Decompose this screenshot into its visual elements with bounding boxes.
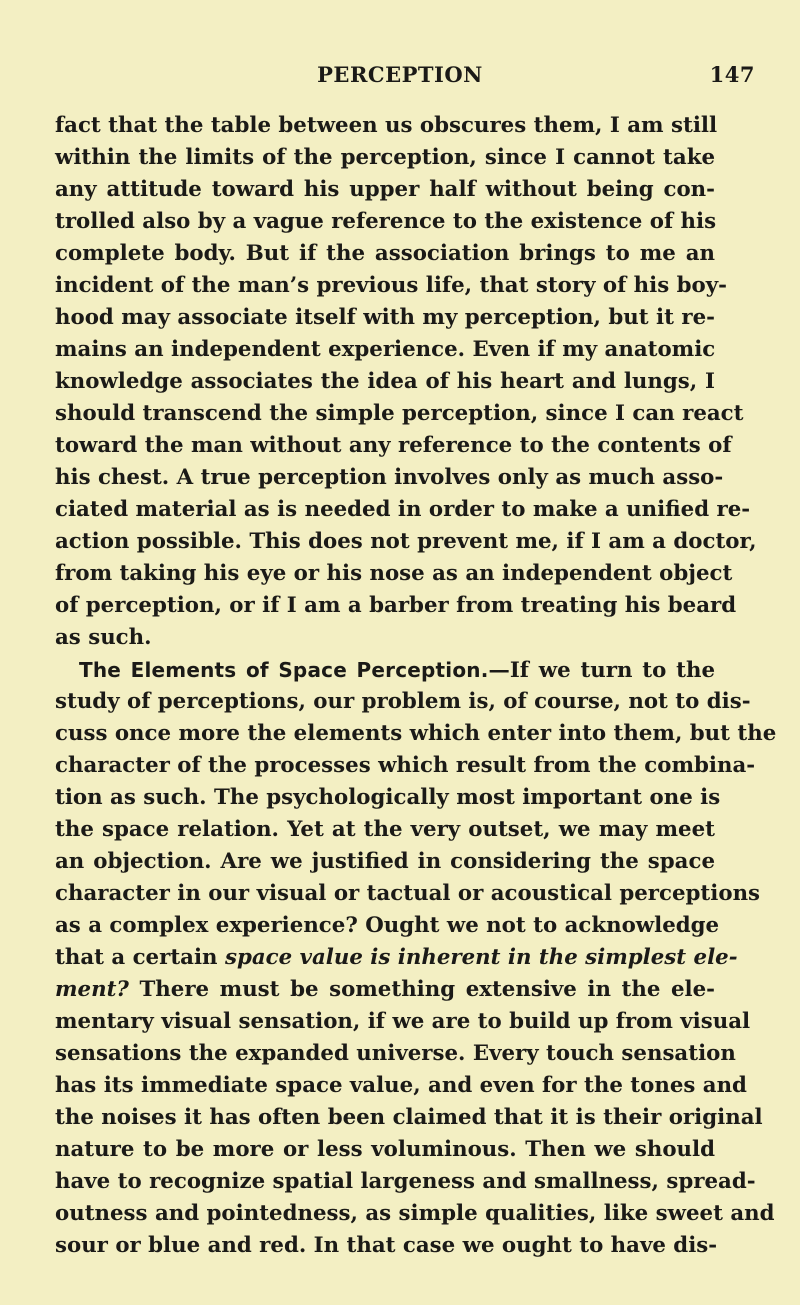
text-line: action possible. This does not prevent me, if I am a doctor, <box>55 529 757 554</box>
emphasis-prefix: that a certain <box>55 945 225 970</box>
text-line: outness and pointedness, as simple qualities, like sweet and <box>55 1201 775 1226</box>
emphasis-text: space value is inherent in the simplest ele- <box>224 945 738 970</box>
text-line: trolled also by a vague reference to the existence of his <box>55 209 717 234</box>
text-line: mentary visual sensation, if we are to build up from visual <box>55 1009 751 1034</box>
emphasis-continuation-rest: There must be something extensive in the ele- <box>128 977 715 1002</box>
text-line: character in our visual or tactual or acoustical perceptions <box>55 881 761 906</box>
text-line: of perception, or if I am a barber from treating his beard <box>55 593 737 618</box>
text-line: any attitude toward his upper half without being con- <box>55 177 715 202</box>
text-line: should transcend the simple perception, since I can react <box>55 401 744 426</box>
text-line: have to recognize spatial largeness and smallness, spread- <box>55 1169 756 1194</box>
text-line: within the limits of the perception, since I cannot take <box>55 145 715 170</box>
text-line: study of perceptions, our problem is, of course, not to dis- <box>55 689 751 714</box>
text-line: mains an independent experience. Even if my anatomic <box>55 337 716 362</box>
text-line: sour or blue and red. In that case we ought to have dis- <box>55 1233 718 1258</box>
text-line-with-emphasis <box>55 942 738 974</box>
text-line: sensations the expanded universe. Every touch sensation <box>55 1041 736 1066</box>
body-text <box>55 110 777 1262</box>
text-line: tion as such. The psychologically most important one is <box>55 785 721 810</box>
text-line: has its immediate space value, and even for the tones and <box>55 1073 747 1098</box>
section-first-line-rest: —If we turn to the <box>488 658 716 683</box>
text-line: character of the processes which result from the combina- <box>55 753 756 778</box>
text-line: an objection. Are we justified in considering the space <box>55 849 715 874</box>
text-line: as such. <box>55 625 152 650</box>
text-line: knowledge associates the idea of his heart and lungs, I <box>55 369 715 394</box>
text-line: ciated material as is needed in order to make a unified re- <box>55 497 751 522</box>
text-line: incident of the man’s previous life, that story of his boy- <box>55 273 727 298</box>
text-line: complete body. But if the association brings to me an <box>55 241 715 266</box>
text-line-with-emphasis <box>55 974 715 1006</box>
text-line: hood may associate itself with my perception, but it re- <box>55 305 715 330</box>
text-line: the noises it has often been claimed that it is their original <box>55 1105 763 1130</box>
section-heading: The Elements of Space Perception. <box>79 658 489 682</box>
running-title: PERCEPTION <box>317 62 483 87</box>
running-head <box>0 62 800 90</box>
page-number: 147 <box>709 62 755 87</box>
text-line: the space relation. Yet at the very outset, we may meet <box>55 817 715 842</box>
text-line: fact that the table between us obscures them, I am still <box>55 113 718 138</box>
text-line: nature to be more or less voluminous. Then we should <box>55 1137 715 1162</box>
text-line: toward the man without any reference to the contents of <box>55 433 732 458</box>
text-line: as a complex experience? Ought we not to acknowledge <box>55 913 720 938</box>
text-line: cuss once more the elements which enter into them, but the <box>55 721 777 746</box>
text-line: from taking his eye or his nose as an independent object <box>55 561 733 586</box>
text-line: his chest. A true perception involves only as much asso- <box>55 465 724 490</box>
section-first-line <box>55 654 715 686</box>
emphasis-text: ment? <box>55 977 129 1002</box>
